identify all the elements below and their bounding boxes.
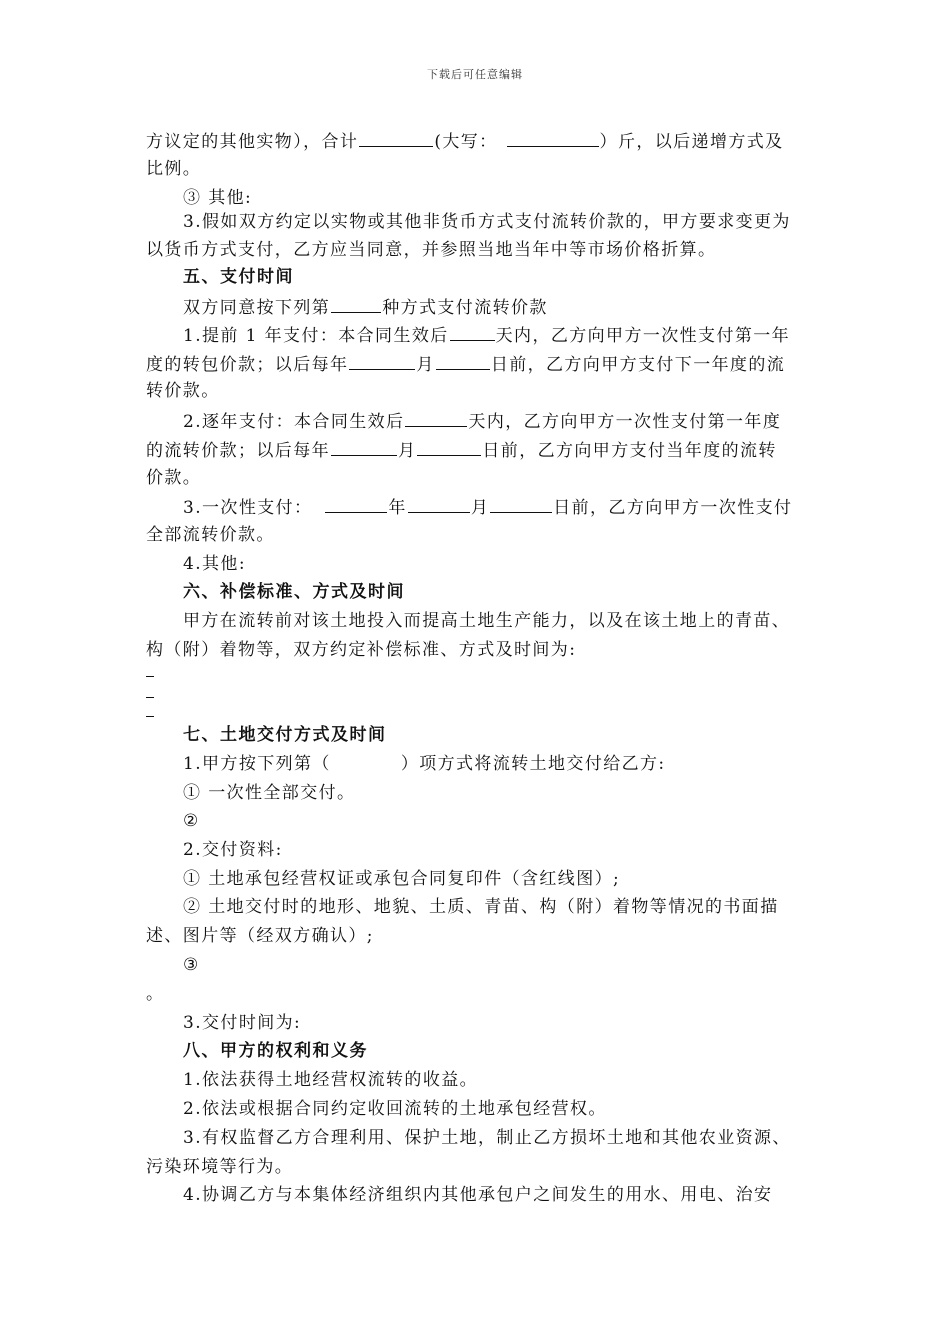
paragraph-line: 1.提前 1 年支付：本合同生效后 天内，乙方向甲方一次性支付第一年 bbox=[183, 322, 790, 348]
paragraph-line: 1.依法获得土地经营权流转的收益。 bbox=[183, 1070, 479, 1090]
fill-blank[interactable] bbox=[349, 351, 415, 370]
section-heading: 八、甲方的权利和义务 bbox=[183, 1041, 368, 1061]
paragraph-line: 2.逐年支付：本合同生效后 天内，乙方向甲方一次性支付第一年度 bbox=[183, 408, 781, 434]
fill-blank[interactable] bbox=[490, 494, 552, 513]
fill-blank[interactable] bbox=[408, 494, 470, 513]
fill-blank[interactable] bbox=[325, 494, 387, 513]
section-heading: 六、补偿标准、方式及时间 bbox=[183, 582, 405, 602]
paragraph-line: 构（附）着物等，双方约定补偿标准、方式及时间为: bbox=[146, 640, 577, 660]
paragraph-line: 双方同意按下列第 种方式支付流转价款 bbox=[183, 294, 548, 320]
paragraph-line: 3.一次性支付： 年 月 日前，乙方向甲方一次性支付 bbox=[183, 494, 792, 520]
paragraph-line: 度的转包价款；以后每年 月 日前，乙方向甲方支付下一年度的流 bbox=[146, 351, 785, 377]
paragraph-line: 。 bbox=[146, 984, 163, 1004]
paragraph-line: 甲方在流转前对该土地投入而提高土地生产能力，以及在该土地上的青苗、 bbox=[183, 611, 791, 631]
paragraph-line: 3.假如双方约定以实物或其他非货币方式支付流转价款的，甲方要求变更为 bbox=[183, 212, 791, 232]
fill-blank[interactable] bbox=[436, 351, 490, 370]
paragraph-line: ③ bbox=[183, 955, 200, 975]
fill-blank[interactable] bbox=[507, 128, 599, 147]
paragraph-line: ③ 其他: bbox=[183, 188, 253, 208]
paragraph-line: ① 一次性全部交付。 bbox=[183, 783, 356, 803]
watermark-header: 下载后可任意编辑 bbox=[427, 68, 523, 81]
paragraph-line: 述、图片等（经双方确认）; bbox=[146, 926, 374, 946]
paragraph-line: 以货币方式支付，乙方应当同意，并参照当地当年中等市场价格折算。 bbox=[146, 240, 717, 260]
fill-blank[interactable] bbox=[331, 294, 381, 313]
paragraph-line: 3.有权监督乙方合理利用、保护土地，制止乙方损坏土地和其他农业资源、 bbox=[183, 1128, 791, 1148]
paragraph-line: 2.依法或根据合同约定收回流转的土地承包经营权。 bbox=[183, 1099, 607, 1119]
paragraph-line: 比例。 bbox=[146, 159, 202, 179]
paragraph-line: 2.交付资料: bbox=[183, 840, 283, 860]
fill-blank[interactable] bbox=[405, 408, 467, 427]
blank-line-mark[interactable] bbox=[146, 676, 154, 677]
blank-line-mark[interactable] bbox=[146, 697, 154, 698]
paragraph-line: 3.交付时间为: bbox=[183, 1013, 302, 1033]
paragraph-line: ② 土地交付时的地形、地貌、土质、青苗、构（附）着物等情况的书面描 bbox=[183, 897, 779, 917]
paragraph-line: ② bbox=[183, 811, 200, 831]
section-heading: 七、土地交付方式及时间 bbox=[183, 725, 387, 745]
fill-blank[interactable] bbox=[331, 437, 397, 456]
fill-blank[interactable] bbox=[359, 128, 433, 147]
paragraph-line: 全部流转价款。 bbox=[146, 525, 275, 545]
paragraph-line: ① 土地承包经营权证或承包合同复印件（含红线图）; bbox=[183, 869, 621, 889]
paragraph-line: 污染环境等行为。 bbox=[146, 1157, 294, 1177]
paragraph-line: 4.协调乙方与本集体经济组织内其他承包户之间发生的用水、用电、治安 bbox=[183, 1185, 773, 1205]
paragraph-line: 1.甲方按下列第（ ）项方式将流转土地交付给乙方: bbox=[183, 754, 666, 774]
paragraph-line: 4.其他: bbox=[183, 554, 246, 574]
section-heading: 五、支付时间 bbox=[183, 267, 294, 287]
paragraph-line: 方议定的其他实物），合计 (大写： ）斤，以后递增方式及 bbox=[146, 128, 784, 154]
paragraph-line: 的流转价款；以后每年 月 日前，乙方向甲方支付当年度的流转 bbox=[146, 437, 777, 463]
paragraph-line: 价款。 bbox=[146, 468, 202, 488]
fill-blank[interactable] bbox=[417, 437, 481, 456]
paragraph-line: 转价款。 bbox=[146, 381, 220, 401]
fill-blank[interactable] bbox=[450, 322, 495, 341]
blank-line-mark[interactable] bbox=[146, 716, 154, 717]
